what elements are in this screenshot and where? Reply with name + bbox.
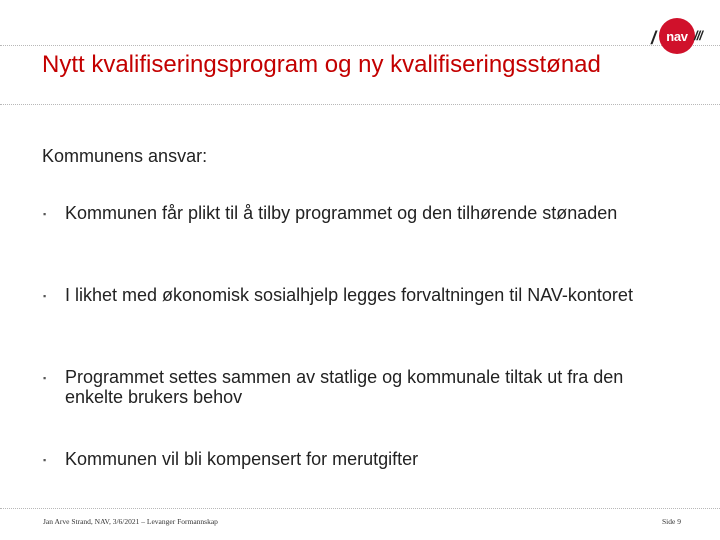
nav-logo — [645, 14, 709, 56]
slide-subtitle: Kommunens ansvar: — [42, 146, 208, 166]
bullet-marker-icon: ▪ — [43, 291, 47, 301]
logo-text: nav — [666, 28, 688, 44]
logo-slash-left: / — [651, 28, 657, 48]
bullet-marker-icon: ▪ — [43, 373, 47, 383]
bullet-text: Kommunen får plikt til å tilby programmet og den tilhørende stønaden — [65, 203, 618, 223]
bullet-marker-icon: ▪ — [43, 209, 47, 219]
logo-circle — [659, 18, 695, 54]
bullet-text: I likhet med økonomisk sosialhjelp legges forvaltningen til NAV-kontoret — [65, 285, 633, 305]
footer-divider — [0, 508, 720, 509]
bullet-item — [42, 449, 682, 471]
bullet-text: Kommunen vil bli kompensert for merutgifter — [65, 449, 419, 469]
bullet-item — [42, 285, 682, 307]
bullet-marker-icon: ▪ — [43, 455, 47, 465]
logo-slash-right: /// — [694, 28, 702, 43]
footer-page-number: Side 9 — [662, 517, 681, 526]
title-divider — [0, 104, 720, 105]
bullet-item — [42, 367, 682, 407]
bullet-item — [42, 203, 682, 225]
footer-author: Jan Arve Strand, NAV, 3/6/2021 – Levanger Formannskap — [43, 517, 218, 526]
bullet-text: Programmet settes sammen av statlige og kommunale tiltak ut fra den enkelte brukers behov — [65, 367, 624, 407]
top-divider — [0, 45, 720, 46]
slide-title: Nytt kvalifiseringsprogram og ny kvalifiseringsstønad — [42, 51, 601, 78]
